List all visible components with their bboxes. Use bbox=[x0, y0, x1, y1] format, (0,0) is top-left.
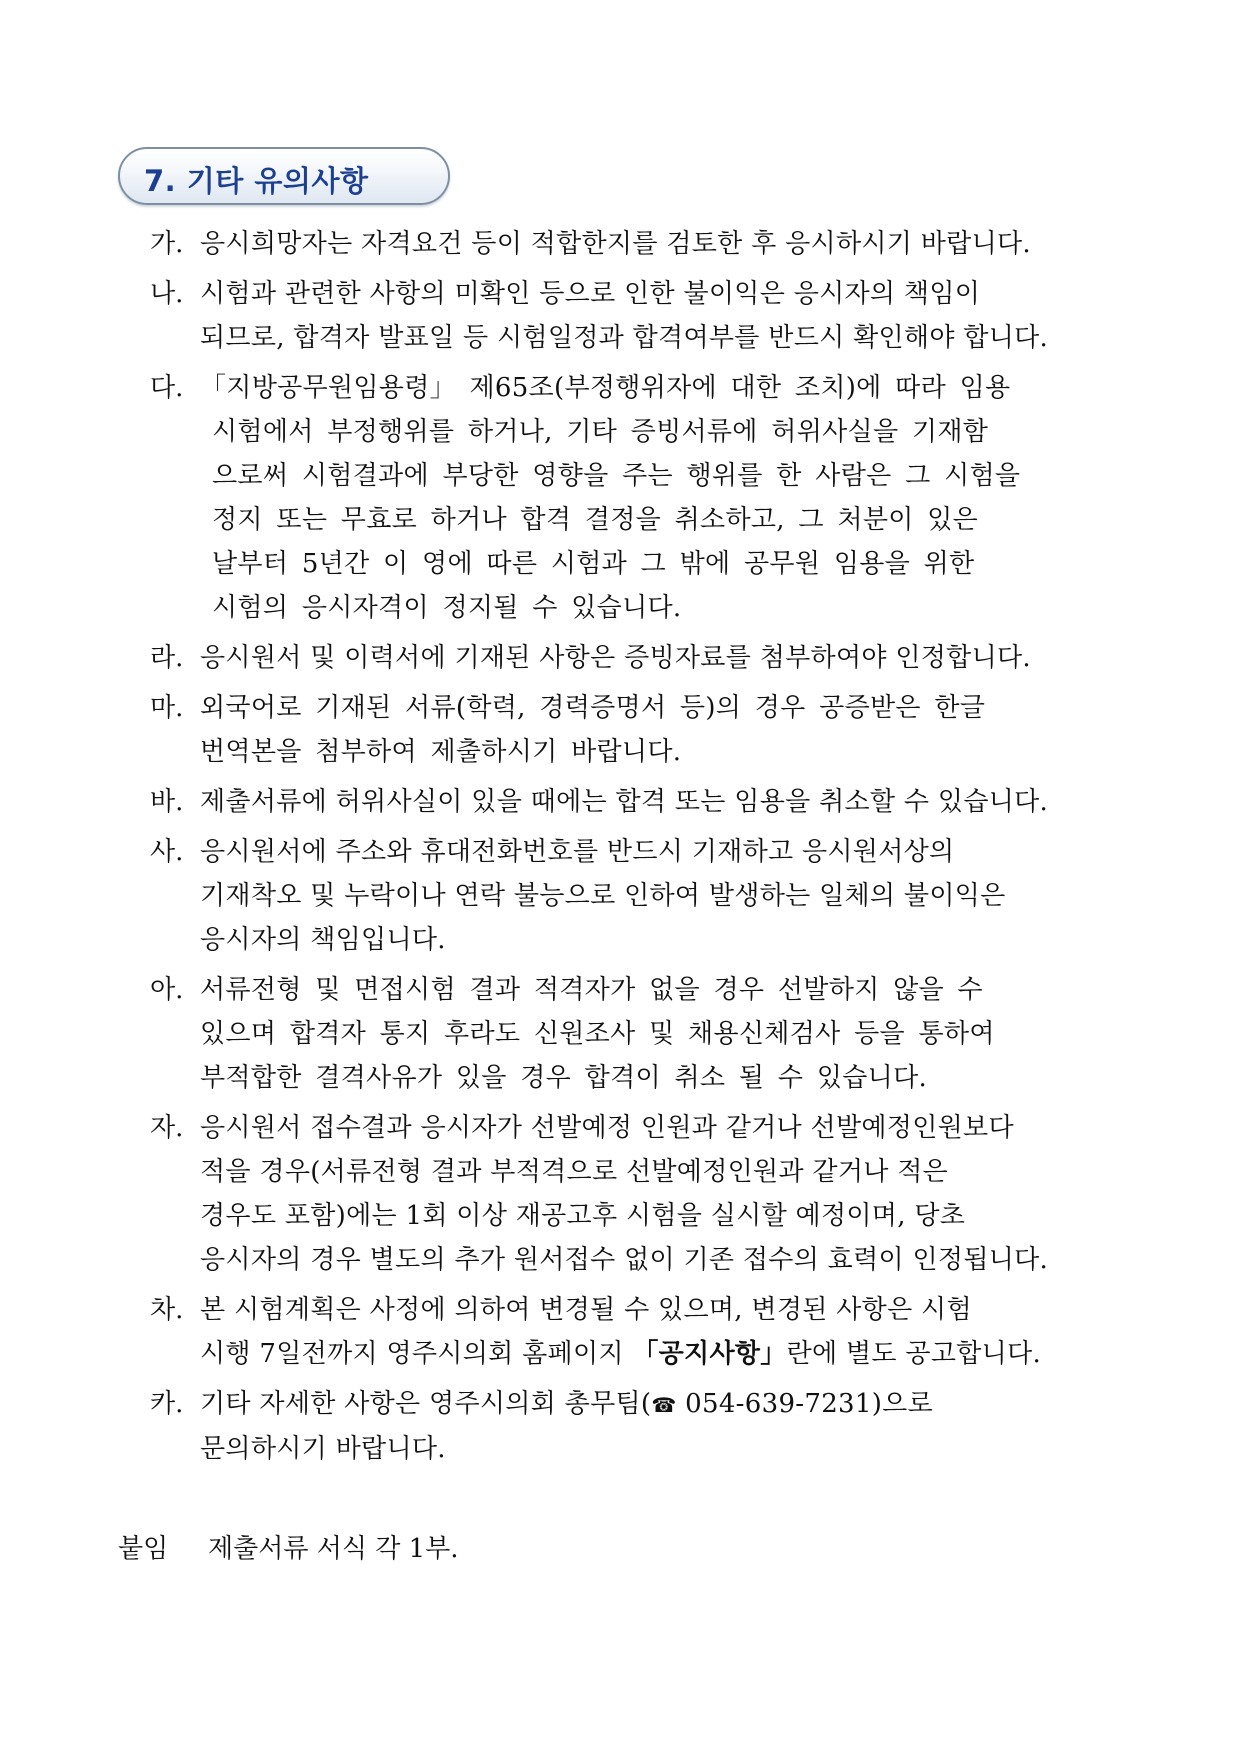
item-text: 기재착오 및 누락이나 연락 불능으로 인하여 발생하는 일체의 불이익은 bbox=[200, 881, 1006, 911]
item-marker: 다. bbox=[150, 373, 184, 403]
item-text: 본 시험계획은 사정에 의하여 변경될 수 있으며, 변경된 사항은 시험 bbox=[200, 1295, 972, 1325]
item-text: 서류전형 및 면접시험 결과 적격자가 없을 경우 선발하지 않을 수 bbox=[200, 975, 983, 1005]
item-text: 시험의 응시자격이 정지될 수 있습니다. bbox=[212, 593, 682, 623]
list-item bbox=[150, 1382, 1130, 1471]
list-item bbox=[150, 780, 1130, 824]
item-text bbox=[200, 1382, 1130, 1427]
list-item bbox=[150, 686, 1130, 774]
item-marker: 사. bbox=[150, 837, 184, 867]
item-text: 적을 경우(서류전형 결과 부적격으로 선발예정인원과 같거나 적은 bbox=[200, 1157, 949, 1187]
item-text: 외국어로 기재된 서류(학력, 경력증명서 등)의 경우 공증받은 한글 bbox=[200, 693, 986, 723]
item-text: 문의하시기 바랍니다. bbox=[200, 1434, 446, 1464]
list-item bbox=[150, 830, 1130, 962]
list-item bbox=[150, 636, 1130, 680]
notice-list bbox=[150, 222, 1130, 1477]
item-text: 시험에서 부정행위를 하거나, 기타 증빙서류에 허위사실을 기재함 bbox=[212, 417, 989, 447]
item-text: 정지 또는 무효로 하거나 합격 결정을 취소하고, 그 처분이 있은 bbox=[212, 505, 979, 535]
item-marker: 라. bbox=[150, 643, 184, 673]
section-title: 7. 기타 유의사항 bbox=[144, 164, 369, 198]
item-text: 있으며 합격자 통지 후라도 신원조사 및 채용신체검사 등을 통하여 bbox=[200, 1019, 995, 1049]
item-text: 응시원서 접수결과 응시자가 선발예정 인원과 같거나 선발예정인원보다 bbox=[200, 1113, 1014, 1143]
phone-number: 054-639-7231)으로 bbox=[676, 1389, 934, 1419]
notice-board-name: 「공지사항」 bbox=[632, 1339, 787, 1369]
item-text-segment: 란에 별도 공고합니다. bbox=[786, 1339, 1042, 1369]
item-text: 번역본을 첨부하여 제출하시기 바랍니다. bbox=[200, 737, 682, 767]
item-text: 되므로, 합격자 발표일 등 시험일정과 합격여부를 반드시 확인해야 합니다. bbox=[200, 323, 1049, 353]
attachment-note bbox=[118, 1527, 459, 1571]
list-item bbox=[150, 1106, 1130, 1282]
item-text: 응시원서 및 이력서에 기재된 사항은 증빙자료를 첨부하여야 인정합니다. bbox=[200, 643, 1031, 673]
list-item bbox=[150, 968, 1130, 1100]
item-text-segment: 시행 7일전까지 영주시의회 홈페이지 bbox=[200, 1339, 633, 1369]
item-text: 으로써 시험결과에 부당한 영향을 주는 행위를 한 사람은 그 시험을 bbox=[212, 461, 1021, 491]
item-marker: 마. bbox=[150, 693, 184, 723]
list-item bbox=[150, 1288, 1130, 1376]
item-text: 응시자의 경우 별도의 추가 원서접수 없이 기존 접수의 효력이 인정됩니다. bbox=[200, 1245, 1049, 1275]
item-text: 응시원서에 주소와 휴대전화번호를 반드시 기재하고 응시원서상의 bbox=[200, 837, 955, 867]
item-text: 부적합한 결격사유가 있을 경우 합격이 취소 될 수 있습니다. bbox=[200, 1063, 928, 1093]
item-text: 시험과 관련한 사항의 미확인 등으로 인한 불이익은 응시자의 책임이 bbox=[200, 279, 981, 309]
attachment-text: 제출서류 서식 각 1부. bbox=[208, 1534, 459, 1564]
item-text: 「지방공무원임용령」 제65조(부정행위자에 대한 조치)에 따라 임용 bbox=[200, 373, 1011, 403]
item-text: 날부터 5년간 이 영에 따른 시험과 그 밖에 공무원 임용을 위한 bbox=[212, 549, 975, 579]
list-item bbox=[150, 272, 1130, 360]
item-marker: 나. bbox=[150, 279, 184, 309]
item-text bbox=[200, 1332, 1130, 1376]
item-text: 경우도 포함)에는 1회 이상 재공고후 시험을 실시할 예정이며, 당초 bbox=[200, 1201, 966, 1231]
item-marker: 차. bbox=[150, 1295, 184, 1325]
item-text: 제출서류에 허위사실이 있을 때에는 합격 또는 임용을 취소할 수 있습니다. bbox=[200, 787, 1049, 817]
item-text-segment: 기타 자세한 사항은 영주시의회 총무팀( bbox=[200, 1389, 652, 1419]
attachment-label: 붙임 bbox=[118, 1534, 169, 1564]
phone-icon: ☎ bbox=[651, 1393, 677, 1417]
item-marker: 자. bbox=[150, 1113, 184, 1143]
list-item bbox=[150, 366, 1130, 630]
section-header bbox=[118, 147, 450, 205]
item-text: 응시희망자는 자격요건 등이 적합한지를 검토한 후 응시하시기 바랍니다. bbox=[200, 229, 1031, 259]
item-text: 응시자의 책임입니다. bbox=[200, 925, 446, 955]
item-marker: 바. bbox=[150, 787, 184, 817]
item-marker: 카. bbox=[150, 1389, 184, 1419]
item-marker: 아. bbox=[150, 975, 184, 1005]
item-marker: 가. bbox=[150, 229, 184, 259]
list-item bbox=[150, 222, 1130, 266]
